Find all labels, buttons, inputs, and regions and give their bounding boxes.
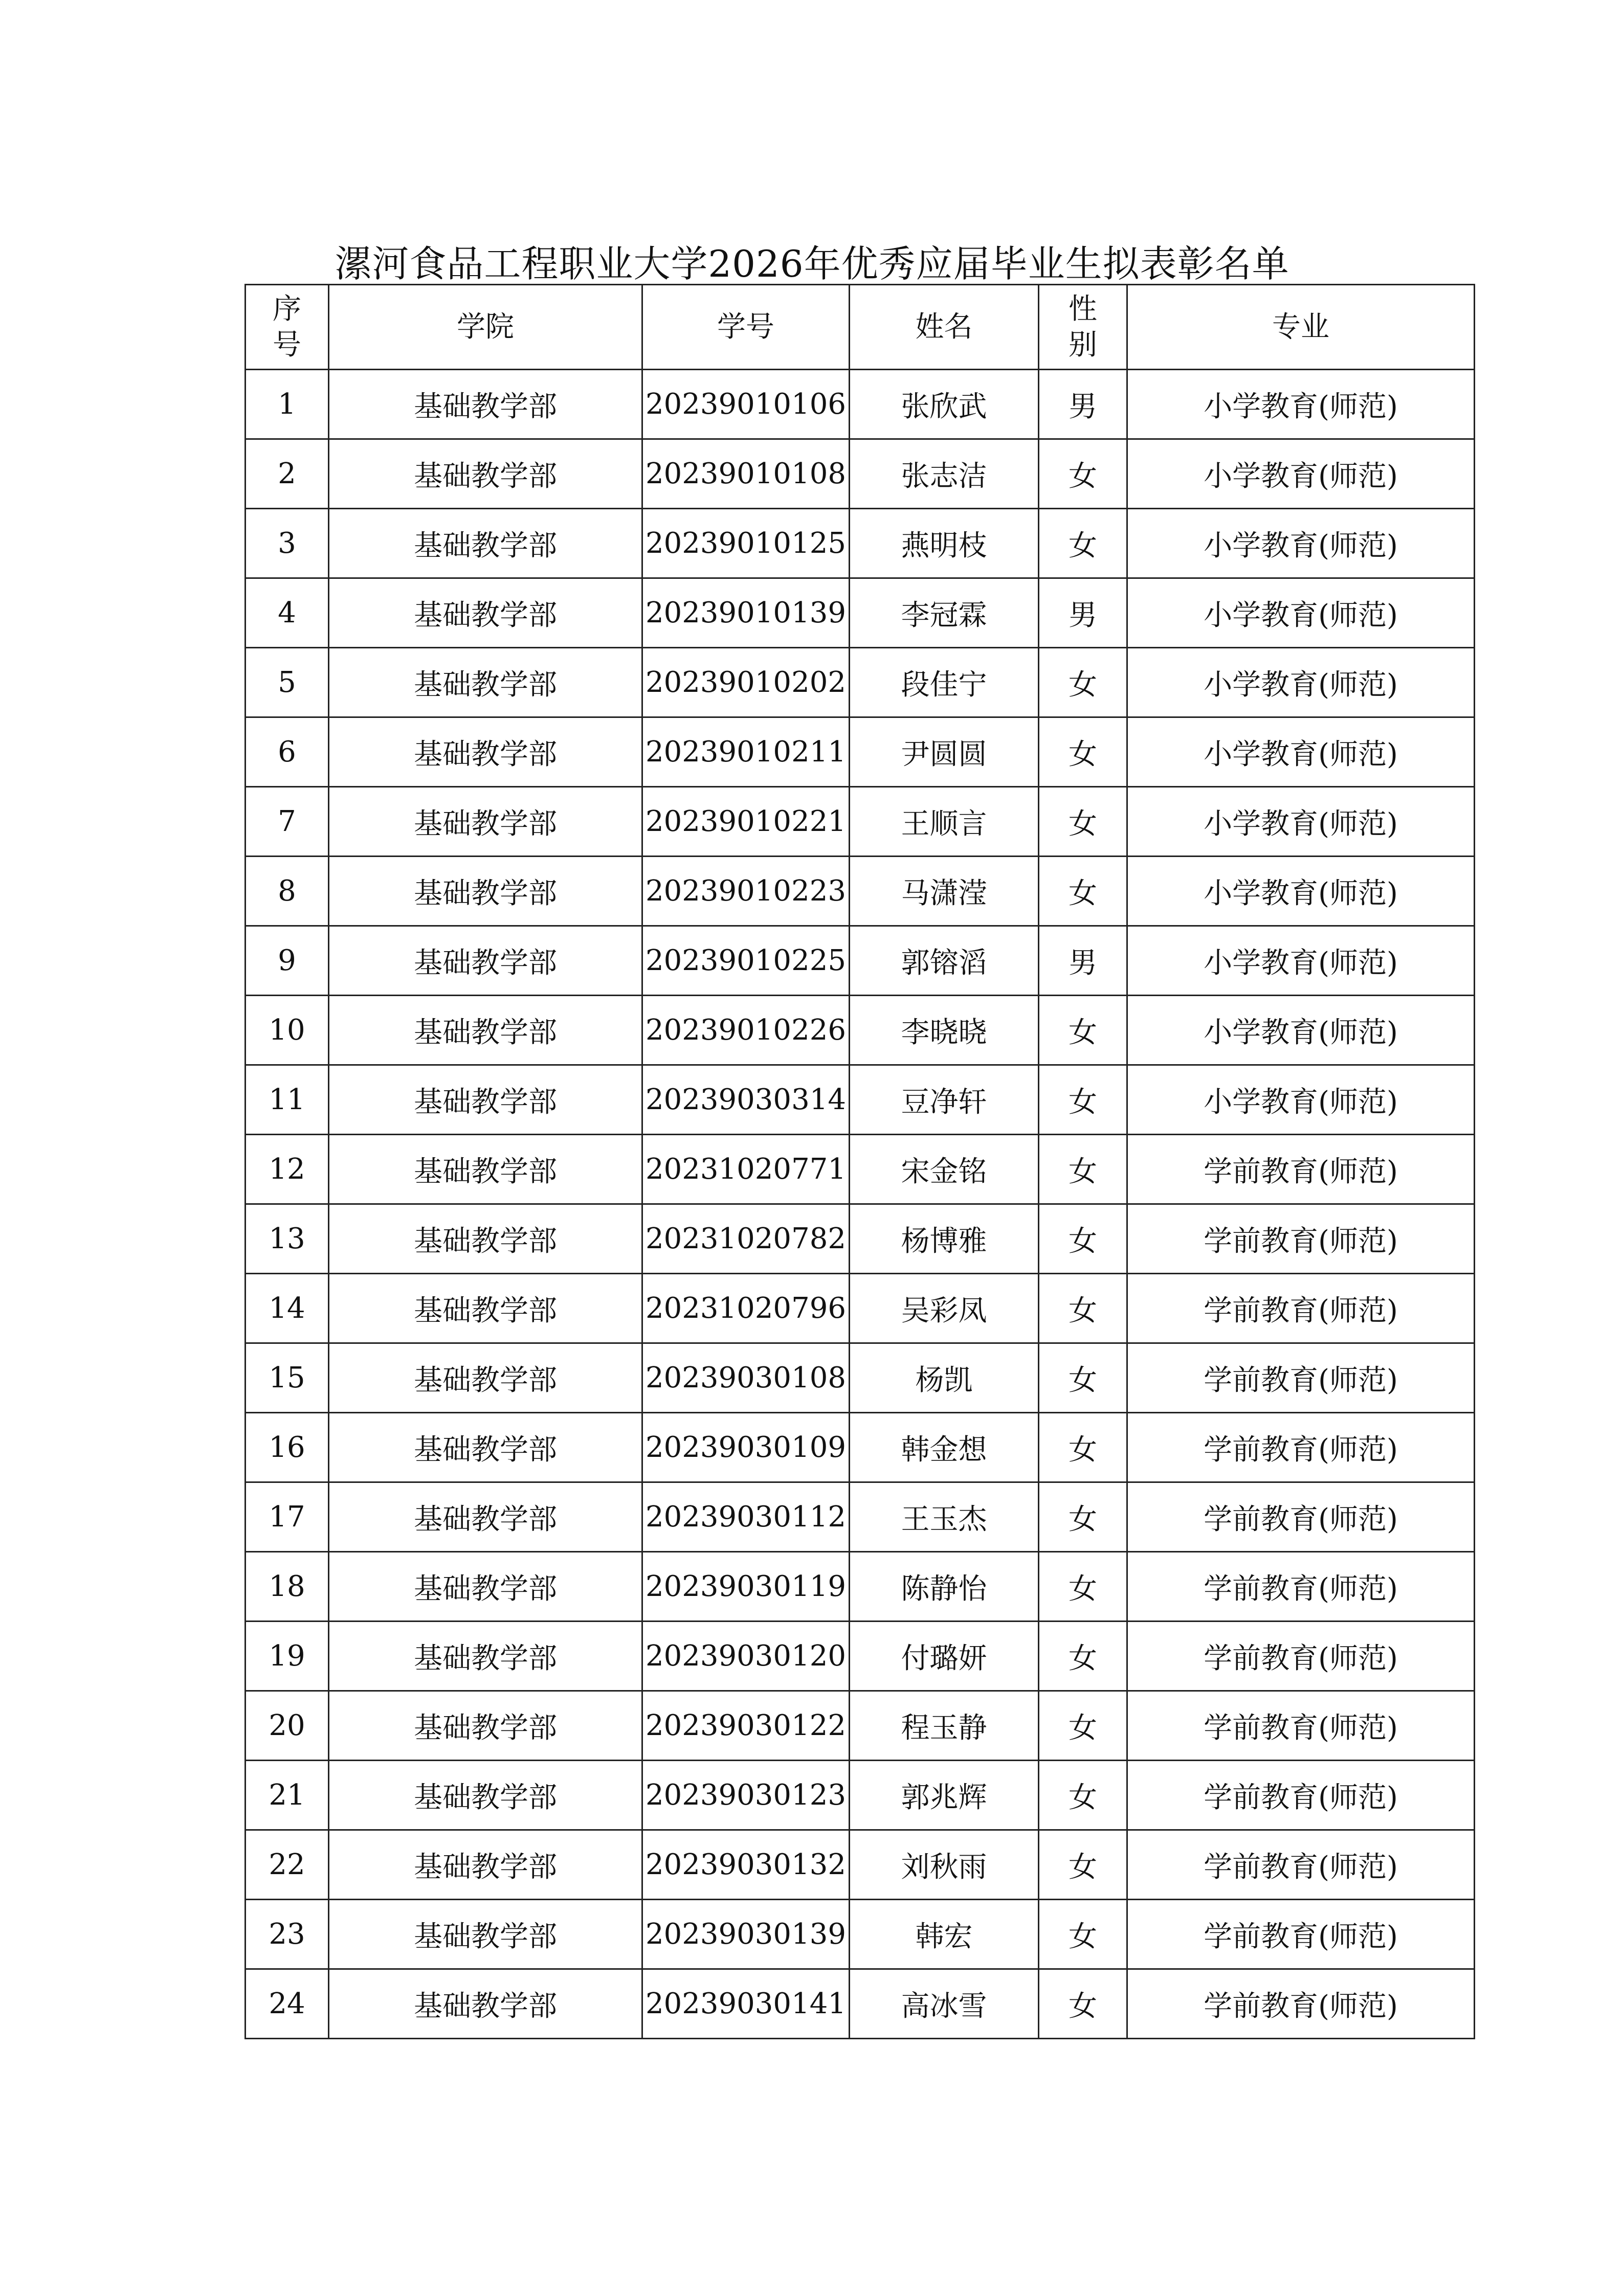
cell-seq: 15: [246, 1343, 329, 1413]
cell-name: 豆净轩: [850, 1065, 1039, 1135]
cell-college: 基础教学部: [329, 1969, 642, 2039]
cell-major: 学前教育(师范): [1127, 1135, 1475, 1204]
cell-gender: 女: [1039, 1622, 1127, 1691]
cell-major: 学前教育(师范): [1127, 1900, 1475, 1969]
cell-college: 基础教学部: [329, 1274, 642, 1343]
cell-gender: 女: [1039, 1969, 1127, 2039]
cell-gender: 女: [1039, 996, 1127, 1065]
cell-name: 郭兆辉: [850, 1761, 1039, 1830]
table-body: [246, 370, 1475, 2039]
cell-major: 小学教育(师范): [1127, 787, 1475, 857]
cell-name: 刘秋雨: [850, 1830, 1039, 1900]
honor-roll-table: [244, 284, 1475, 2039]
cell-major: 小学教育(师范): [1127, 996, 1475, 1065]
cell-major: 小学教育(师范): [1127, 578, 1475, 648]
table-row: [246, 370, 1475, 439]
table-row: [246, 1900, 1475, 1969]
cell-college: 基础教学部: [329, 1065, 642, 1135]
cell-student-id: 20231020796: [642, 1274, 850, 1343]
cell-gender: 女: [1039, 1413, 1127, 1482]
cell-student-id: 20239030108: [642, 1343, 850, 1413]
cell-gender: 女: [1039, 1552, 1127, 1622]
cell-seq: 11: [246, 1065, 329, 1135]
cell-seq: 14: [246, 1274, 329, 1343]
cell-seq: 1: [246, 370, 329, 439]
cell-college: 基础教学部: [329, 1900, 642, 1969]
cell-college: 基础教学部: [329, 717, 642, 787]
cell-gender: 女: [1039, 1065, 1127, 1135]
table-row: [246, 1691, 1475, 1761]
cell-major: 小学教育(师范): [1127, 857, 1475, 926]
cell-major: 小学教育(师范): [1127, 717, 1475, 787]
cell-seq: 4: [246, 578, 329, 648]
header-gender-label: 性别: [1069, 292, 1097, 362]
cell-seq: 19: [246, 1622, 329, 1691]
cell-college: 基础教学部: [329, 1204, 642, 1274]
cell-gender: 女: [1039, 1274, 1127, 1343]
cell-major: 学前教育(师范): [1127, 1552, 1475, 1622]
cell-student-id: 20231020782: [642, 1204, 850, 1274]
cell-seq: 20: [246, 1691, 329, 1761]
table-row: [246, 1065, 1475, 1135]
cell-seq: 9: [246, 926, 329, 996]
table-row: [246, 1969, 1475, 2039]
cell-name: 杨凯: [850, 1343, 1039, 1413]
table-row: [246, 1413, 1475, 1482]
cell-student-id: 20239030141: [642, 1969, 850, 2039]
cell-seq: 10: [246, 996, 329, 1065]
cell-major: 小学教育(师范): [1127, 509, 1475, 578]
cell-student-id: 20239010221: [642, 787, 850, 857]
cell-major: 小学教育(师范): [1127, 926, 1475, 996]
cell-gender: 女: [1039, 857, 1127, 926]
cell-college: 基础教学部: [329, 1761, 642, 1830]
header-major: 专业: [1127, 285, 1475, 370]
table-row: [246, 1552, 1475, 1622]
cell-gender: 男: [1039, 370, 1127, 439]
cell-gender: 女: [1039, 1761, 1127, 1830]
cell-seq: 22: [246, 1830, 329, 1900]
cell-college: 基础教学部: [329, 1135, 642, 1204]
table-row: [246, 578, 1475, 648]
table-row: [246, 857, 1475, 926]
cell-name: 王顺言: [850, 787, 1039, 857]
cell-seq: 18: [246, 1552, 329, 1622]
cell-major: 学前教育(师范): [1127, 1413, 1475, 1482]
cell-major: 学前教育(师范): [1127, 1482, 1475, 1552]
cell-major: 学前教育(师范): [1127, 1343, 1475, 1413]
cell-name: 高冰雪: [850, 1969, 1039, 2039]
cell-seq: 6: [246, 717, 329, 787]
header-college: 学院: [329, 285, 642, 370]
table-row: [246, 509, 1475, 578]
header-name: 姓名: [850, 285, 1039, 370]
cell-student-id: 20239030314: [642, 1065, 850, 1135]
cell-name: 韩金想: [850, 1413, 1039, 1482]
table-row: [246, 1761, 1475, 1830]
cell-student-id: 20239030112: [642, 1482, 850, 1552]
cell-seq: 3: [246, 509, 329, 578]
cell-gender: 女: [1039, 1482, 1127, 1552]
cell-name: 吴彩凤: [850, 1274, 1039, 1343]
cell-name: 段佳宁: [850, 648, 1039, 717]
cell-gender: 女: [1039, 1343, 1127, 1413]
cell-gender: 女: [1039, 509, 1127, 578]
cell-name: 付璐妍: [850, 1622, 1039, 1691]
cell-student-id: 20239010125: [642, 509, 850, 578]
cell-college: 基础教学部: [329, 648, 642, 717]
cell-gender: 女: [1039, 1135, 1127, 1204]
cell-student-id: 20239010106: [642, 370, 850, 439]
cell-college: 基础教学部: [329, 1830, 642, 1900]
cell-college: 基础教学部: [329, 1482, 642, 1552]
cell-gender: 女: [1039, 1691, 1127, 1761]
table-row: [246, 926, 1475, 996]
cell-college: 基础教学部: [329, 439, 642, 509]
cell-college: 基础教学部: [329, 1691, 642, 1761]
cell-name: 杨博雅: [850, 1204, 1039, 1274]
cell-major: 学前教育(师范): [1127, 1204, 1475, 1274]
cell-college: 基础教学部: [329, 1622, 642, 1691]
table-row: [246, 996, 1475, 1065]
table-row: [246, 787, 1475, 857]
cell-gender: 女: [1039, 787, 1127, 857]
cell-major: 小学教育(师范): [1127, 648, 1475, 717]
header-seq-label: 序号: [273, 292, 301, 362]
cell-name: 张志洁: [850, 439, 1039, 509]
table-row: [246, 1204, 1475, 1274]
cell-college: 基础教学部: [329, 509, 642, 578]
cell-seq: 23: [246, 1900, 329, 1969]
cell-name: 李晓晓: [850, 996, 1039, 1065]
cell-name: 宋金铭: [850, 1135, 1039, 1204]
cell-college: 基础教学部: [329, 787, 642, 857]
cell-major: 小学教育(师范): [1127, 1065, 1475, 1135]
cell-student-id: 20231020771: [642, 1135, 850, 1204]
cell-gender: 男: [1039, 926, 1127, 996]
cell-name: 韩宏: [850, 1900, 1039, 1969]
cell-seq: 24: [246, 1969, 329, 2039]
cell-student-id: 20239030122: [642, 1691, 850, 1761]
cell-name: 马潇滢: [850, 857, 1039, 926]
cell-college: 基础教学部: [329, 857, 642, 926]
cell-student-id: 20239030109: [642, 1413, 850, 1482]
cell-student-id: 20239010108: [642, 439, 850, 509]
table-row: [246, 1343, 1475, 1413]
cell-seq: 8: [246, 857, 329, 926]
header-seq: [246, 285, 329, 370]
cell-name: 程玉静: [850, 1691, 1039, 1761]
cell-student-id: 20239010139: [642, 578, 850, 648]
cell-gender: 女: [1039, 648, 1127, 717]
cell-seq: 12: [246, 1135, 329, 1204]
table-row: [246, 717, 1475, 787]
cell-major: 小学教育(师范): [1127, 370, 1475, 439]
cell-seq: 21: [246, 1761, 329, 1830]
cell-college: 基础教学部: [329, 926, 642, 996]
cell-college: 基础教学部: [329, 1343, 642, 1413]
cell-major: 学前教育(师范): [1127, 1274, 1475, 1343]
cell-gender: 女: [1039, 717, 1127, 787]
table-row: [246, 1135, 1475, 1204]
table-row: [246, 648, 1475, 717]
table-row: [246, 439, 1475, 509]
cell-seq: 7: [246, 787, 329, 857]
cell-student-id: 20239010202: [642, 648, 850, 717]
cell-student-id: 20239010211: [642, 717, 850, 787]
header-student-id: 学号: [642, 285, 850, 370]
table-header-row: [246, 285, 1475, 370]
cell-student-id: 20239030119: [642, 1552, 850, 1622]
table-row: [246, 1274, 1475, 1343]
cell-name: 尹圆圆: [850, 717, 1039, 787]
cell-major: 学前教育(师范): [1127, 1622, 1475, 1691]
cell-major: 学前教育(师范): [1127, 1830, 1475, 1900]
cell-college: 基础教学部: [329, 370, 642, 439]
table-row: [246, 1830, 1475, 1900]
cell-college: 基础教学部: [329, 1413, 642, 1482]
cell-seq: 16: [246, 1413, 329, 1482]
cell-name: 郭镕滔: [850, 926, 1039, 996]
table-row: [246, 1622, 1475, 1691]
cell-student-id: 20239030139: [642, 1900, 850, 1969]
cell-gender: 女: [1039, 439, 1127, 509]
cell-student-id: 20239010226: [642, 996, 850, 1065]
cell-student-id: 20239010225: [642, 926, 850, 996]
cell-name: 陈静怡: [850, 1552, 1039, 1622]
cell-gender: 男: [1039, 578, 1127, 648]
cell-seq: 5: [246, 648, 329, 717]
table-row: [246, 1482, 1475, 1552]
cell-student-id: 20239030132: [642, 1830, 850, 1900]
cell-major: 学前教育(师范): [1127, 1761, 1475, 1830]
cell-gender: 女: [1039, 1900, 1127, 1969]
cell-seq: 17: [246, 1482, 329, 1552]
cell-college: 基础教学部: [329, 996, 642, 1065]
cell-name: 李冠霖: [850, 578, 1039, 648]
cell-college: 基础教学部: [329, 578, 642, 648]
cell-name: 王玉杰: [850, 1482, 1039, 1552]
cell-college: 基础教学部: [329, 1552, 642, 1622]
cell-gender: 女: [1039, 1830, 1127, 1900]
cell-student-id: 20239030120: [642, 1622, 850, 1691]
cell-major: 学前教育(师范): [1127, 1969, 1475, 2039]
cell-student-id: 20239010223: [642, 857, 850, 926]
document-title: 漯河食品工程职业大学2026年优秀应届毕业生拟表彰名单: [335, 242, 1289, 286]
cell-major: 学前教育(师范): [1127, 1691, 1475, 1761]
cell-seq: 13: [246, 1204, 329, 1274]
cell-name: 燕明枝: [850, 509, 1039, 578]
cell-name: 张欣武: [850, 370, 1039, 439]
cell-student-id: 20239030123: [642, 1761, 850, 1830]
header-gender: [1039, 285, 1127, 370]
cell-seq: 2: [246, 439, 329, 509]
cell-gender: 女: [1039, 1204, 1127, 1274]
cell-major: 小学教育(师范): [1127, 439, 1475, 509]
